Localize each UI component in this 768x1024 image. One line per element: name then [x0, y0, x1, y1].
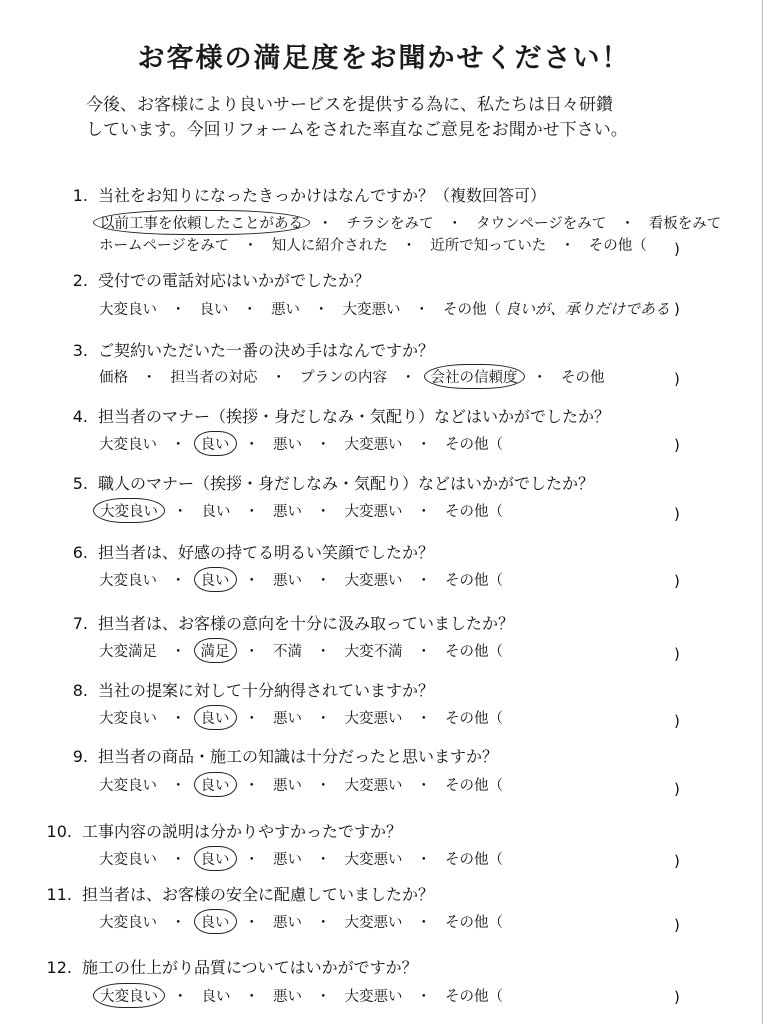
question-number: 1. — [72, 186, 88, 205]
option-separator: ・ — [416, 504, 431, 520]
question-1 — [60, 183, 546, 206]
option-separator: ・ — [171, 302, 186, 318]
option-11-3[interactable]: 悪い — [273, 915, 302, 931]
option-3-1[interactable]: 価格 — [99, 370, 128, 386]
question-number: 12. — [46, 958, 72, 977]
question-12 — [44, 955, 418, 978]
question-number: 8. — [72, 681, 88, 700]
option-10-2[interactable]: 良い — [194, 846, 237, 871]
option-separator: ・ — [414, 302, 429, 318]
question-number: 2. — [72, 271, 88, 290]
option-separator: ・ — [171, 711, 186, 727]
handwritten-comment: 良いが、承りだけである — [505, 300, 671, 318]
option-separator: ・ — [244, 711, 259, 727]
option-separator: ・ — [244, 778, 259, 794]
option-separator: ・ — [532, 370, 547, 386]
option-separator: ・ — [401, 370, 416, 386]
option-7-1[interactable]: 大変満足 — [99, 644, 157, 660]
option-10-4[interactable]: 大変悪い — [344, 852, 403, 868]
options-row-2 — [95, 297, 670, 320]
option-5-5[interactable]: その他（ — [445, 504, 503, 520]
question-text: 担当者は、お客様の意向を十分に汲み取っていましたか？ — [98, 614, 515, 633]
question-number: 3. — [72, 341, 88, 360]
option-separator: ・ — [416, 437, 431, 453]
option-separator: ・ — [620, 216, 635, 232]
option-4-1[interactable]: 大変良い — [99, 437, 157, 453]
closing-paren: ) — [674, 370, 680, 388]
closing-paren: ) — [674, 988, 680, 1006]
option-1-4[interactable]: 看板をみて — [648, 216, 722, 232]
intro-line-1: 今後、お客様により良いサービスを提供する為に、私たちは日々研鑽 — [86, 95, 613, 115]
closing-paren: ) — [674, 712, 680, 730]
question-text: 工事内容の説明は分かりやすかったですか？ — [82, 822, 403, 841]
option-2-4[interactable]: 大変悪い — [342, 302, 401, 318]
closing-paren: ) — [674, 780, 680, 798]
option-1-1[interactable]: 以前工事を依頼したことがある — [93, 210, 310, 235]
option-2-5[interactable]: その他（ — [443, 302, 501, 318]
option-separator: ・ — [244, 644, 259, 660]
option-8-1[interactable]: 大変良い — [99, 711, 157, 727]
options-row-12 — [95, 983, 507, 1008]
option-separator: ・ — [171, 437, 186, 453]
option-9-2[interactable]: 良い — [194, 772, 237, 797]
options-row-10 — [95, 846, 507, 871]
option-separator: ・ — [401, 238, 417, 254]
option-9-3[interactable]: 悪い — [273, 778, 302, 794]
option-6-4[interactable]: 大変悪い — [344, 573, 403, 589]
option-8-2[interactable]: 良い — [194, 705, 237, 730]
closing-paren: ) — [674, 240, 680, 258]
question-text: 担当者は、好感の持てる明るい笑顔でしたか？ — [98, 543, 435, 562]
option-separator: ・ — [242, 302, 257, 318]
options-row-7 — [95, 638, 507, 663]
question-3 — [60, 338, 434, 361]
question-2 — [60, 268, 370, 291]
option-separator: ・ — [416, 644, 431, 660]
option-separator: ・ — [560, 238, 575, 254]
option-separator: ・ — [173, 504, 188, 520]
option-8-4[interactable]: 大変悪い — [344, 711, 403, 727]
question-10 — [44, 819, 402, 842]
closing-paren: ) — [674, 852, 680, 870]
option-separator: ・ — [316, 504, 331, 520]
option-10-1[interactable]: 大変良い — [99, 852, 157, 868]
closing-paren: ) — [674, 916, 680, 934]
option-11-2[interactable]: 良い — [194, 909, 237, 934]
option-6-1[interactable]: 大変良い — [99, 573, 157, 589]
option-separator: ・ — [244, 437, 259, 453]
option-separator: ・ — [316, 711, 331, 727]
survey-title: お客様の満足度をお聞かせください！ — [137, 43, 631, 74]
closing-paren: ) — [674, 572, 680, 590]
option-separator: ・ — [316, 989, 331, 1005]
options-row-5 — [95, 498, 507, 523]
option-4-5[interactable]: その他（ — [445, 437, 503, 453]
option-6-2[interactable]: 良い — [194, 567, 237, 592]
question-text: 担当者の商品・施工の知識は十分だったと思いますか？ — [98, 747, 499, 766]
question-number: 5. — [72, 474, 88, 493]
question-text: ご契約いただいた一番の決め手はなんですか？ — [98, 341, 435, 360]
option-10-5[interactable]: その他（ — [445, 852, 503, 868]
option-2-2[interactable]: 良い — [199, 302, 229, 318]
intro-line-2: しています。今回リフォームをされた率直なご意見をお聞かせ下さい。 — [86, 120, 628, 140]
options-row-9 — [95, 772, 507, 797]
option-12-4[interactable]: 大変悪い — [344, 989, 403, 1005]
option-11-1[interactable]: 大変良い — [99, 915, 157, 931]
option-12-3[interactable]: 悪い — [273, 989, 302, 1005]
closing-paren: ) — [674, 645, 680, 663]
options-row-4 — [95, 431, 507, 456]
question-text: 担当者のマナー（挨拶・身だしなみ・気配り）などはいかがでしたか？ — [98, 407, 611, 426]
question-text: 職人のマナー（挨拶・身だしなみ・気配り）などはいかがでしたか？ — [98, 474, 595, 493]
question-text: 担当者は、お客様の安全に配慮していましたか？ — [82, 885, 435, 904]
option-7-4[interactable]: 大変不満 — [344, 644, 403, 660]
closing-paren: ) — [674, 436, 680, 454]
option-1-2[interactable]: チラシをみて — [346, 216, 434, 232]
question-number: 9. — [72, 747, 88, 766]
option-separator: ・ — [171, 852, 186, 868]
option-separator: ・ — [416, 852, 431, 868]
question-number: 10. — [46, 822, 72, 841]
option-separator: ・ — [171, 644, 186, 660]
question-9 — [60, 744, 498, 767]
option-10-3[interactable]: 悪い — [273, 852, 302, 868]
option-9-1[interactable]: 大変良い — [99, 778, 157, 794]
option-separator: ・ — [316, 915, 331, 931]
option-5-1[interactable]: 大変良い — [93, 498, 165, 523]
option-separator: ・ — [316, 644, 331, 660]
option-separator: ・ — [416, 989, 431, 1005]
option-2-3[interactable]: 悪い — [271, 302, 300, 318]
option-3-4[interactable]: 会社の信頼度 — [424, 364, 525, 389]
option-7-2[interactable]: 満足 — [194, 638, 237, 663]
option-separator: ・ — [244, 504, 259, 520]
question-text: 当社の提案に対して十分納得されていますか？ — [98, 681, 435, 700]
option-separator: ・ — [416, 915, 431, 931]
option-8-3[interactable]: 悪い — [273, 711, 302, 727]
option-12-1[interactable]: 大変良い — [93, 983, 165, 1008]
option-12-5[interactable]: その他（ — [445, 989, 503, 1005]
option-separator: ・ — [447, 216, 462, 232]
option-9-4[interactable]: 大変悪い — [344, 778, 403, 794]
option-11-5[interactable]: その他（ — [445, 915, 503, 931]
closing-paren: ) — [674, 300, 680, 318]
option-separator: ・ — [244, 989, 259, 1005]
question-number: 4. — [72, 407, 88, 426]
option-separator: ・ — [314, 302, 329, 318]
question-text: 施工の仕上がり品質についてはいかがですか？ — [82, 958, 418, 977]
option-6-3[interactable]: 悪い — [273, 573, 302, 589]
option-5-4[interactable]: 大変悪い — [344, 504, 403, 520]
option-1-6[interactable]: 知人に紹介された — [271, 238, 388, 254]
closing-paren: ) — [674, 505, 680, 523]
option-separator: ・ — [316, 573, 331, 589]
option-4-3[interactable]: 悪い — [273, 437, 302, 453]
question-number: 7. — [72, 614, 88, 633]
options-row-6 — [95, 567, 507, 592]
option-7-5[interactable]: その他（ — [445, 644, 503, 660]
option-3-2[interactable]: 担当者の対応 — [170, 370, 258, 386]
question-text: 当社をお知りになったきっかけはなんですか？（複数回答可） — [98, 186, 547, 205]
option-9-5[interactable]: その他（ — [445, 778, 503, 794]
option-1-7[interactable]: 近所で知っていた — [430, 238, 547, 254]
option-separator: ・ — [171, 778, 186, 794]
options-row-8 — [95, 705, 507, 730]
question-5 — [60, 471, 594, 494]
question-number: 11. — [46, 885, 72, 904]
option-separator: ・ — [173, 989, 188, 1005]
options-row-11 — [95, 909, 507, 934]
option-4-2[interactable]: 良い — [194, 431, 237, 456]
option-1-8[interactable]: その他（ — [588, 238, 647, 254]
option-5-3[interactable]: 悪い — [273, 504, 302, 520]
option-separator: ・ — [416, 711, 431, 727]
option-separator: ・ — [243, 238, 258, 254]
question-7 — [60, 611, 514, 634]
options-row-1 — [95, 210, 725, 235]
option-12-2[interactable]: 良い — [201, 989, 231, 1005]
question-text: 受付での電話対応はいかがでしたか？ — [98, 271, 371, 290]
option-8-5[interactable]: その他（ — [445, 711, 503, 727]
intro-text — [86, 93, 726, 143]
option-separator: ・ — [318, 216, 333, 232]
option-separator: ・ — [244, 852, 259, 868]
question-6 — [60, 540, 434, 563]
option-separator: ・ — [316, 852, 331, 868]
option-2-1[interactable]: 大変良い — [99, 302, 157, 318]
question-11 — [44, 882, 434, 905]
scan-edge-line — [762, 0, 763, 1024]
option-separator: ・ — [316, 778, 331, 794]
option-11-4[interactable]: 大変悪い — [344, 915, 403, 931]
option-separator: ・ — [142, 370, 157, 386]
option-separator: ・ — [171, 915, 186, 931]
option-1-3[interactable]: タウンページをみて — [476, 216, 607, 232]
option-3-5[interactable]: その他 — [561, 370, 605, 386]
option-separator: ・ — [416, 778, 431, 794]
option-4-4[interactable]: 大変悪い — [344, 437, 403, 453]
question-8 — [60, 678, 434, 701]
option-separator: ・ — [316, 437, 331, 453]
option-separator: ・ — [416, 573, 431, 589]
option-separator: ・ — [171, 573, 186, 589]
option-1-5[interactable]: ホームページをみて — [99, 238, 230, 254]
options-row-3 — [95, 364, 609, 389]
options-row-1 — [95, 233, 651, 256]
option-separator: ・ — [271, 370, 286, 386]
option-6-5[interactable]: その他（ — [445, 573, 503, 589]
question-number: 6. — [72, 543, 88, 562]
option-3-3[interactable]: プランの内容 — [300, 370, 387, 386]
option-7-3[interactable]: 不満 — [273, 644, 302, 660]
option-separator: ・ — [244, 915, 259, 931]
option-separator: ・ — [244, 573, 259, 589]
option-5-2[interactable]: 良い — [201, 504, 231, 520]
question-4 — [60, 404, 610, 427]
